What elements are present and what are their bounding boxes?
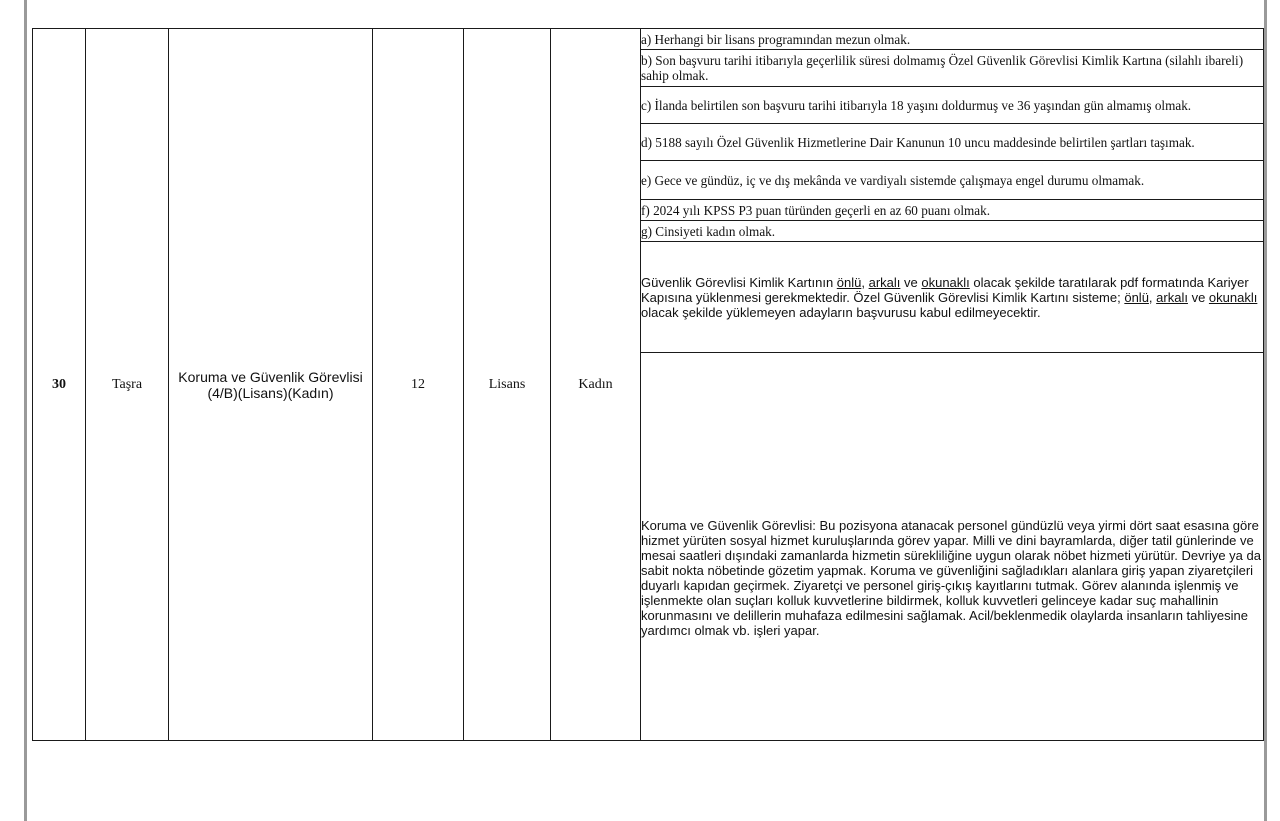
location-cell <box>86 29 169 741</box>
position-count: 12 <box>411 376 425 392</box>
job-description-cell <box>641 353 1264 741</box>
row-number: 30 <box>52 376 66 392</box>
requirement-a: a) Herhangi bir lisans programından mezun olmak. <box>641 29 1264 50</box>
underline-okunakli: okunaklı <box>921 274 970 290</box>
underline-arkali: arkalı <box>1156 289 1188 305</box>
row-number-cell <box>33 29 86 741</box>
location: Taşra <box>111 376 143 392</box>
requirement-f: f) 2024 yılı KPSS P3 puan türünden geçerli en az 60 puanı olmak. <box>641 200 1264 221</box>
upload-note-text: Güvenlik Görevlisi Kimlik Kartının <box>641 274 837 290</box>
underline-arkali: arkalı <box>868 274 901 290</box>
upload-note-text: olacak şekilde yüklemeyen adayların başvurusu kabul edilmeyecektir. <box>641 304 1041 320</box>
requirement-c: c) İlanda belirtilen son başvuru tarihi itibarıyla 18 yaşını doldurmuş ve 36 yaşından gün almamış olmak. <box>641 87 1264 124</box>
requirement-g: g) Cinsiyeti kadın olmak. <box>641 221 1264 242</box>
gender-cell <box>551 29 641 741</box>
requirement-b: b) Son başvuru tarihi itibarıyla geçerlilik süresi dolmamış Özel Güvenlik Görevlisi Kimlik Kartına (silahlı ibareli) sahip olmak. <box>641 50 1264 87</box>
upload-note-text: olacak şekilde taratılarak pdf formatında Kariyer Kapısına yüklenmesi gerekmektedir. Özel Güvenlik Görevlisi Kimlik Kartını sisteme; <box>641 274 1249 305</box>
education-level: Lisans <box>488 376 526 392</box>
position-subtitle: (4/B)(Lisans)(Kadın) <box>207 384 334 401</box>
upload-note-sep: , <box>861 274 869 290</box>
job-description: Koruma ve Güvenlik Görevlisi: Bu pozisyona atanacak personel gündüzlü veya yirmi dört saat esasına göre hizmet yürüten sosyal hizmet kuruluşlarında görev yapar. Milli ve dini bayramlarda, diğer tatil günlerinde ve mesai saatleri dışındaki zamanlarda hizmetin sürekliliğine uygun olarak nöbet hizmeti yürütür. Devriye ya da sabit nokta nöbetinde gözetim yapmak. Koruma ve güvenliğini sağladıkları alanlara giriş yapan ziyaretçileri duyarlı kapıdan geçirmek. Ziyaretçi ve personel giriş-çıkış kayıtlarını tutmak. Görev alanında işlenmiş ve işlenmekte olan suçları kolluk kuvvetlerine bildirmek, kolluk kuvvetleri gelinceye kadar suç mahallinin korunmasını ve delillerin muhafaza edilmesini sağlamak. Acil/beklenmedik olaylarda insanların tahliyesine yardımcı olmak vb. işleri yapar. <box>641 517 1261 638</box>
gender: Kadın <box>578 376 613 392</box>
position-title: Koruma ve Güvenlik Görevlisi <box>178 368 363 385</box>
underline-okunakli: okunaklı <box>1208 289 1258 305</box>
table-row <box>33 29 1264 50</box>
upload-note <box>641 242 1264 353</box>
education-cell <box>464 29 551 741</box>
count-cell <box>373 29 464 741</box>
position-cell <box>169 29 373 741</box>
page-right-border <box>1264 0 1267 821</box>
upload-note-sep: , <box>1148 289 1157 305</box>
underline-onlu: önlü <box>1124 289 1149 305</box>
upload-note-text: ve <box>1187 289 1209 305</box>
page-left-border <box>24 0 27 821</box>
requirement-e: e) Gece ve gündüz, iç ve dış mekânda ve vardiyalı sistemde çalışmaya engel durumu olmamak. <box>641 161 1264 200</box>
underline-onlu: önlü <box>836 274 862 290</box>
upload-note-text: ve <box>900 274 922 290</box>
requirement-d: d) 5188 sayılı Özel Güvenlik Hizmetlerine Dair Kanunun 10 uncu maddesinde belirtilen şartları taşımak. <box>641 124 1264 161</box>
job-listing-table <box>32 28 1264 741</box>
